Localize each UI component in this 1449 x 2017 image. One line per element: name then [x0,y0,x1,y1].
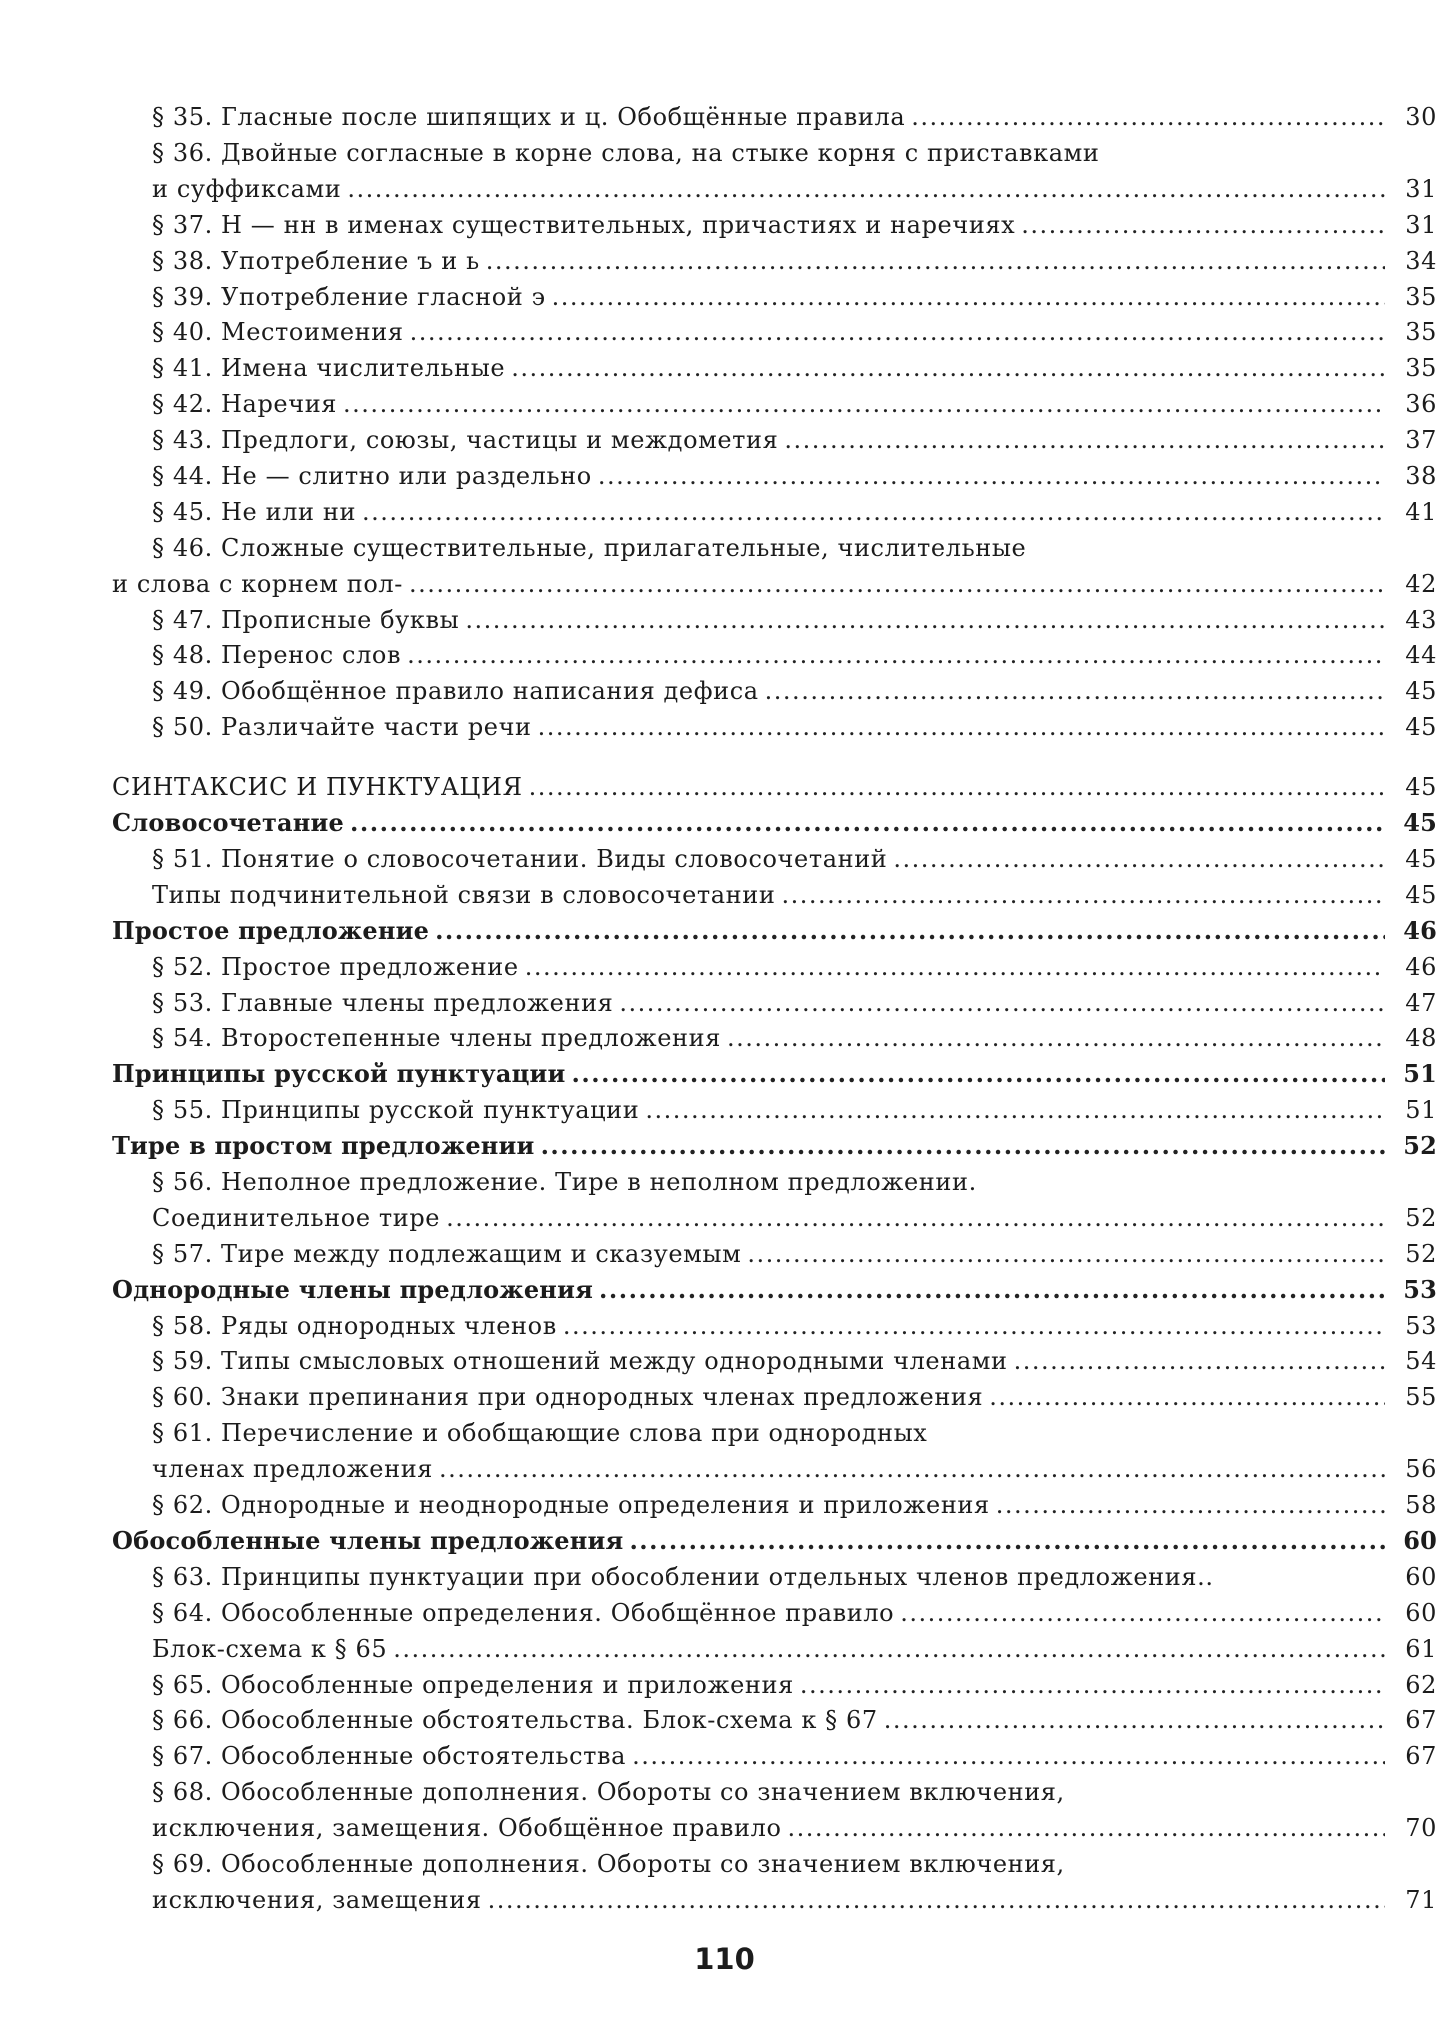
toc-entry [112,1376,1437,1412]
toc-entry [112,168,1437,204]
page-ref: 70 [1405,1814,1437,1843]
entry-title: § 51. Понятие о словосочетании. Виды словосочетаний [152,845,888,874]
toc-subheading [112,802,1437,838]
leader-dots [465,606,1385,635]
leader-dots [784,426,1385,455]
page-ref: 34 [1405,246,1437,275]
page-number: 110 [694,1942,755,1976]
toc-subheading [112,1269,1437,1305]
toc-entry [112,670,1437,706]
page-ref: 62 [1405,1670,1437,1699]
page-ref: 45 [1405,845,1437,874]
toc-entry [112,598,1437,634]
page-ref: 51 [1405,1096,1437,1125]
entry-title: § 65. Обособленные определения и приложения [152,1670,794,1699]
leader-dots [488,1886,1385,1915]
toc-entry [112,96,1437,132]
toc-entry [112,1879,1437,1915]
leader-dots [486,247,1385,276]
toc-entry [112,981,1437,1017]
entry-title: исключения, замещения [152,1885,482,1914]
leader-dots [343,390,1385,419]
page-ref: 60 [1403,1525,1437,1555]
page-ref: 60 [1405,1598,1437,1627]
leader-dots [529,773,1385,802]
toc-entry [112,634,1437,670]
subheading-title: Принципы русской пунктуации [112,1059,566,1089]
entry-title: § 52. Простое предложение [152,952,519,981]
leader-dots [645,1096,1385,1125]
toc-entry [112,1556,1437,1592]
leader-dots [350,809,1385,838]
toc-entry [112,874,1437,910]
leader-dots [552,283,1385,312]
toc-entry [112,1484,1437,1520]
entry-title: § 48. Перенос слов [152,641,402,670]
leader-dots [781,881,1385,910]
page-ref: 36 [1405,390,1437,419]
page-ref: 38 [1405,462,1437,490]
subheading-title: Обособленные члены предложения [112,1525,624,1555]
page-ref: 54 [1405,1347,1437,1376]
page-ref: 42 [1405,569,1437,598]
leader-dots [511,354,1385,383]
leader-dots [362,498,1385,527]
leader-dots [765,677,1385,706]
entry-title: § 35. Гласные после шипящих и ц. Обобщённые правила [152,103,906,132]
entry-title-line: § 69. Обособленные дополнения. Обороты со значением включения, [152,1849,1065,1878]
page-ref: 37 [1405,426,1437,455]
page-ref: 31 [1405,210,1437,239]
page-ref: 44 [1405,641,1437,670]
page-ref: 35 [1405,354,1437,383]
toc-entry [112,1699,1437,1735]
leader-dots [747,1240,1385,1269]
page-ref: 35 [1405,318,1437,347]
leader-dots [393,1635,1385,1664]
entry-title: Типы подчинительной связи в словосочетании [152,880,776,909]
leader-dots [989,1383,1385,1412]
page-ref: 67 [1405,1706,1437,1735]
subheading-title: Однородные члены предложения [112,1274,593,1304]
page-ref: 35 [1405,282,1437,311]
entry-title: § 44. Не — слитно или раздельно [152,462,592,490]
toc-entry [112,311,1437,347]
toc-entry [112,347,1437,383]
entry-title-line: § 61. Перечисление и обобщающие слова при однородных [152,1419,928,1448]
entry-title: § 45. Не или ни [152,497,357,526]
entry-title: § 50. Различайте части речи [152,713,532,742]
leader-dots [1014,1347,1385,1376]
toc-entry [112,1663,1437,1699]
page-ref: 30 [1405,103,1437,132]
leader-dots [439,1455,1385,1484]
leader-dots [572,1060,1385,1089]
toc-entry [112,838,1437,874]
toc-entry [112,204,1437,240]
entry-title-line: § 36. Двойные согласные в корне слова, на стыке корня с приставками [152,138,1100,167]
entry-title: и слова с корнем пол- [112,569,403,598]
entry-title: § 60. Знаки препинания при однородных членах предложения [152,1383,984,1412]
leader-dots [599,1276,1385,1305]
entry-title: § 63. Принципы пунктуации при обособлении отдельных членов предложения.. [152,1562,1214,1591]
page-ref: 67 [1405,1742,1437,1771]
toc-entry [112,455,1437,491]
entry-title: Блок-схема к § 65 [152,1634,388,1663]
page-ref: 56 [1405,1455,1437,1484]
entry-title: § 39. Употребление гласной э [152,282,546,311]
page-ref: 45 [1405,677,1437,706]
entry-title: § 54. Второстепенные члены предложения [152,1024,721,1053]
leader-dots [727,1024,1385,1053]
page-ref: 61 [1405,1634,1437,1663]
leader-dots [435,917,1385,946]
entry-title: § 67. Обособленные обстоятельства [152,1742,627,1771]
leader-dots [884,1706,1385,1735]
toc-entry [112,1340,1437,1376]
page-ref: 51 [1403,1059,1437,1089]
toc-entry [112,491,1437,527]
toc-entry [112,275,1437,311]
entry-title: § 38. Употребление ъ и ь [152,246,480,275]
leader-dots [525,953,1385,982]
page-ref: 47 [1405,988,1437,1017]
leader-dots [900,1599,1385,1628]
entry-title: § 40. Местоимения [152,318,404,347]
leader-dots [619,989,1385,1018]
entry-title: § 43. Предлоги, союзы, частицы и междометия [152,426,779,455]
page-ref: 46 [1405,952,1437,981]
toc-entry [112,1448,1437,1484]
entry-title: § 42. Наречия [152,390,338,419]
toc-subheading [112,1053,1437,1089]
page-ref: 58 [1405,1491,1437,1520]
page-ref: 52 [1405,1239,1437,1268]
entry-title: Соединительное тире [152,1203,441,1232]
leader-dots [632,1742,1385,1771]
entry-title: § 37. Н — нн в именах существительных, причастиях и наречиях [152,210,1016,239]
page-ref: 45 [1405,713,1437,742]
entry-title: § 57. Тире между подлежащим и сказуемым [152,1239,742,1268]
toc-subheading [112,1520,1437,1556]
leader-dots [409,570,1385,599]
leader-dots [563,1312,1385,1341]
page-ref: 45 [1405,773,1437,802]
leader-dots [538,713,1385,742]
entry-title: § 41. Имена числительные [152,354,506,383]
toc-entry [112,1305,1437,1341]
subheading-title: Словосочетание [112,808,345,838]
leader-dots [800,1671,1385,1700]
page-ref: 52 [1403,1131,1437,1161]
toc-entry [112,1233,1437,1269]
page-ref: 45 [1405,880,1437,909]
subheading-title: Тире в простом предложении [112,1131,535,1161]
toc-subheading [112,1125,1437,1161]
toc-entry [112,1807,1437,1843]
toc-section-heading [112,754,1437,802]
entry-title: § 47. Прописные буквы [152,605,460,634]
toc-subheading [112,910,1437,946]
entry-title: § 55. Принципы русской пунктуации [152,1096,640,1125]
entry-title: § 66. Обособленные обстоятельства. Блок-схема к § 67 [152,1706,878,1735]
entry-title-line: § 56. Неполное предложение. Тире в неполном предложении. [152,1168,977,1197]
toc-entry [112,240,1437,276]
subheading-title: Простое предложение [112,915,430,945]
entry-title-line: § 46. Сложные существительные, прилагательные, числительные [152,533,1027,562]
toc-entry [112,563,1437,599]
entry-title: членах предложения [152,1455,434,1484]
entry-title: § 49. Обобщённое правило написания дефиса [152,677,759,706]
toc-entry [112,946,1437,982]
toc-entry [112,1735,1437,1771]
section-title: СИНТАКСИС И ПУНКТУАЦИЯ [112,773,523,802]
toc-entry [112,1628,1437,1664]
leader-dots [893,845,1385,874]
entry-title-line: § 68. Обособленные дополнения. Обороты со значением включения, [152,1778,1065,1807]
leader-dots [410,318,1385,347]
leader-dots [1021,211,1385,240]
toc-entry [112,1017,1437,1053]
toc-entry [112,1197,1437,1233]
leader-dots [996,1491,1385,1520]
page-ref: 53 [1403,1274,1437,1304]
toc-entry [112,383,1437,419]
entry-title: исключения, замещения. Обобщённое правило [152,1814,782,1843]
page-ref: 55 [1405,1383,1437,1412]
toc-entry [112,1089,1437,1125]
page-ref: 31 [1405,174,1437,203]
leader-dots [446,1204,1385,1233]
leader-dots [629,1527,1385,1556]
entry-title: § 64. Обособленные определения. Обобщённое правило [152,1598,895,1627]
page-ref: 52 [1405,1203,1437,1232]
toc-entry [112,706,1437,742]
entry-title: § 59. Типы смысловых отношений между однородными членами [152,1347,1008,1376]
entry-title: § 62. Однородные и неоднородные определения и приложения [152,1491,990,1520]
leader-dots [788,1814,1386,1843]
page-ref: 45 [1403,808,1437,838]
table-of-contents [112,96,1437,1915]
page-ref: 48 [1405,1024,1437,1053]
page-ref: 71 [1405,1885,1437,1914]
entry-title: и суффиксами [152,174,342,203]
leader-dots [911,103,1385,132]
entry-title: § 53. Главные члены предложения [152,988,614,1017]
leader-dots [598,462,1385,491]
toc-entry [112,1592,1437,1628]
page-ref: 53 [1405,1311,1437,1340]
leader-dots [407,641,1385,670]
toc-entry [112,419,1437,455]
page-ref: 41 [1405,497,1437,526]
leader-dots [347,175,1385,204]
page-ref: 46 [1403,915,1437,945]
leader-dots [541,1132,1385,1161]
page-ref: 60 [1405,1562,1437,1591]
page-ref: 43 [1405,605,1437,634]
entry-title: § 58. Ряды однородных членов [152,1311,557,1340]
